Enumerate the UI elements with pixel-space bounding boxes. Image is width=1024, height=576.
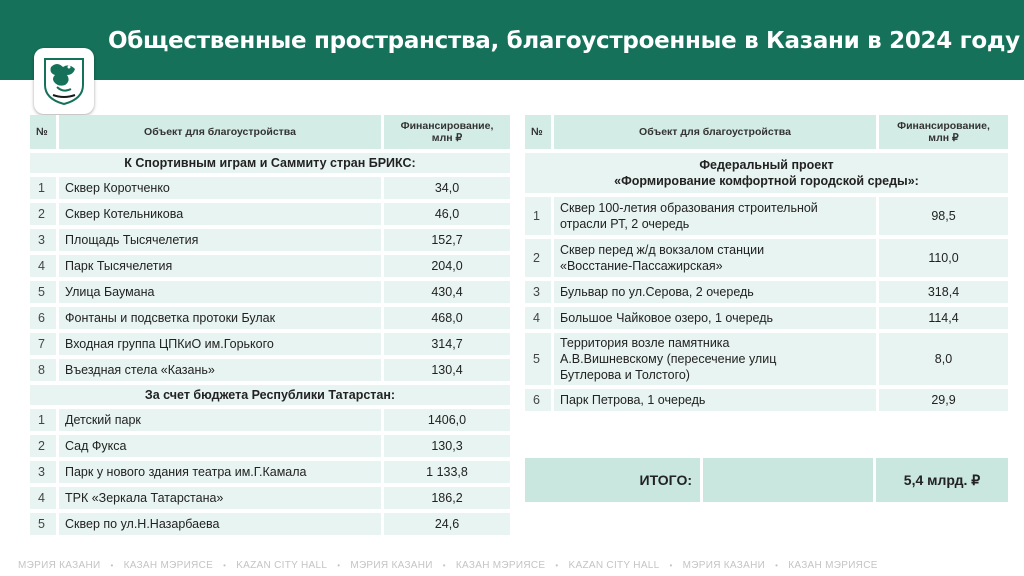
funding-value: 152,7 (384, 229, 510, 251)
table-row (30, 409, 510, 431)
section-heading (30, 153, 510, 173)
footer-item: МЭРИЯ КАЗАНИ (18, 559, 101, 571)
object-name-line: «Восстание-Пассажирская» (560, 259, 723, 273)
left-group-brics (30, 153, 510, 381)
object-name: Въездная стела «Казань» (56, 359, 384, 381)
table-row (525, 281, 1008, 303)
object-name: Фонтаны и подсветка протоки Булак (56, 307, 384, 329)
object-name-line: Большое Чайковое озеро, 1 очередь (560, 311, 774, 325)
row-number: 5 (30, 513, 56, 535)
federal-project-line1: Федеральный проект (699, 158, 834, 172)
object-name: Входная группа ЦПКиО им.Горького (56, 333, 384, 355)
object-name (551, 307, 879, 329)
object-name (551, 389, 879, 411)
footer-separator: • (669, 560, 673, 570)
total-row (525, 458, 1008, 502)
footer-item: МЭРИЯ КАЗАНИ (682, 559, 766, 571)
funding-header-line2: млн ₽ (431, 132, 463, 144)
object-name-line: Парк Петрова, 1 очередь (560, 393, 706, 407)
funding-value: 1406,0 (384, 409, 510, 431)
object-name-line: Бульвар по ул.Серова, 2 очередь (560, 285, 754, 299)
left-table-header (30, 115, 510, 149)
row-number: 5 (30, 281, 56, 303)
object-name (551, 197, 879, 235)
footer-item: МЭРИЯ КАЗАНИ (350, 559, 433, 571)
num-column-header: № (30, 115, 56, 149)
object-column-header: Объект для благоустройства (551, 115, 879, 149)
footer-separator: • (337, 560, 341, 570)
section-heading (525, 153, 1008, 193)
num-column-header: № (525, 115, 551, 149)
footer-item: KAZAN CITY HALL (236, 559, 328, 571)
total-spacer (700, 458, 876, 502)
table-row (30, 177, 510, 199)
row-number: 4 (30, 487, 56, 509)
object-name: Сад Фукса (56, 435, 384, 457)
funding-value: 29,9 (879, 389, 1008, 411)
section-title-tatarstan: За счет бюджета Республики Татарстан: (30, 385, 510, 405)
row-number: 2 (30, 203, 56, 225)
funding-value: 8,0 (879, 333, 1008, 385)
left-group-tatarstan (30, 385, 510, 535)
object-column-header: Объект для благоустройства (56, 115, 384, 149)
section-title-federal (525, 153, 1008, 193)
object-name: Сквер Котельникова (56, 203, 384, 225)
row-number: 1 (30, 409, 56, 431)
object-name-line: отрасли РТ, 2 очередь (560, 217, 690, 231)
funding-value: 130,4 (384, 359, 510, 381)
table-row (30, 359, 510, 381)
funding-value: 46,0 (384, 203, 510, 225)
footer-item: КАЗАН МЭРИЯСЕ (123, 559, 214, 571)
object-name (551, 281, 879, 303)
footer-item: КАЗАН МЭРИЯСЕ (788, 559, 878, 571)
object-name: Детский парк (56, 409, 384, 431)
row-number: 7 (30, 333, 56, 355)
coat-of-arms-icon (43, 57, 85, 105)
row-number: 8 (30, 359, 56, 381)
funding-value: 314,7 (384, 333, 510, 355)
funding-value: 430,4 (384, 281, 510, 303)
right-group-federal (525, 153, 1008, 411)
row-number: 3 (525, 281, 551, 303)
object-name-line: Сквер 100-летия образования строительной (560, 201, 818, 215)
object-name-line: Бутлерова и Толстого) (560, 368, 690, 382)
funding-value: 110,0 (879, 239, 1008, 277)
row-number: 6 (30, 307, 56, 329)
object-name-line: Сквер перед ж/д вокзалом станции (560, 243, 765, 257)
funding-value: 186,2 (384, 487, 510, 509)
left-table (30, 111, 510, 539)
table-row (525, 197, 1008, 235)
table-row (525, 389, 1008, 411)
funding-value: 1 133,8 (384, 461, 510, 483)
funding-value: 318,4 (879, 281, 1008, 303)
object-name: Сквер по ул.Н.Назарбаева (56, 513, 384, 535)
funding-column-header (384, 115, 510, 149)
funding-header-line1: Финансирование, (400, 120, 494, 132)
footer-separator: • (775, 560, 779, 570)
header-banner (0, 0, 1024, 80)
footer-separator: • (110, 560, 114, 570)
row-number: 2 (525, 239, 551, 277)
page-title: Общественные пространства, благоустроенные в Казани в 2024 году (108, 28, 1020, 54)
table-row (30, 435, 510, 457)
row-number: 1 (525, 197, 551, 235)
object-name-line: Территория возле памятника (560, 336, 730, 350)
section-title-brics: К Спортивным играм и Саммиту стран БРИКС: (30, 153, 510, 173)
funding-value: 204,0 (384, 255, 510, 277)
funding-header-line2: млн ₽ (928, 132, 959, 144)
object-name (551, 239, 879, 277)
row-number: 4 (525, 307, 551, 329)
table-row (30, 229, 510, 251)
table-row (30, 307, 510, 329)
footer-separator: • (223, 560, 227, 570)
funding-value: 98,5 (879, 197, 1008, 235)
object-name: ТРК «Зеркала Татарстана» (56, 487, 384, 509)
footer-separator: • (442, 560, 446, 570)
row-number: 3 (30, 229, 56, 251)
table-row (30, 255, 510, 277)
object-name-line: А.В.Вишневскому (пересечение улиц (560, 352, 777, 366)
funding-value: 468,0 (384, 307, 510, 329)
footer-separator: • (555, 560, 559, 570)
row-number: 5 (525, 333, 551, 385)
table-row (30, 281, 510, 303)
funding-value: 34,0 (384, 177, 510, 199)
footer-item: KAZAN CITY HALL (568, 559, 660, 571)
object-name: Парк у нового здания театра им.Г.Камала (56, 461, 384, 483)
table-row (30, 333, 510, 355)
object-name: Парк Тысячелетия (56, 255, 384, 277)
federal-project-line2: «Формирование комфортной городской среды»: (614, 174, 919, 188)
table-row (525, 307, 1008, 329)
object-name: Улица Баумана (56, 281, 384, 303)
row-number: 6 (525, 389, 551, 411)
row-number: 2 (30, 435, 56, 457)
object-name: Сквер Коротченко (56, 177, 384, 199)
funding-value: 130,3 (384, 435, 510, 457)
row-number: 3 (30, 461, 56, 483)
funding-value: 24,6 (384, 513, 510, 535)
total-value: 5,4 млрд. ₽ (903, 471, 981, 488)
logo (34, 48, 94, 114)
funding-header-line1: Финансирование, (897, 120, 990, 132)
table-row (525, 239, 1008, 277)
section-heading (30, 385, 510, 405)
table-row (30, 461, 510, 483)
object-name (551, 333, 879, 385)
table-row (30, 487, 510, 509)
right-table-header (525, 115, 1008, 149)
row-number: 1 (30, 177, 56, 199)
table-row (30, 513, 510, 535)
table-row (525, 333, 1008, 385)
row-number: 4 (30, 255, 56, 277)
object-name: Площадь Тысячелетия (56, 229, 384, 251)
funding-value: 114,4 (879, 307, 1008, 329)
table-row (30, 203, 510, 225)
footer-watermark (0, 556, 1024, 574)
funding-column-header (879, 115, 1008, 149)
total-label: ИТОГО: (639, 472, 692, 488)
right-table (525, 111, 1008, 415)
footer-item: КАЗАН МЭРИЯСЕ (455, 559, 546, 571)
